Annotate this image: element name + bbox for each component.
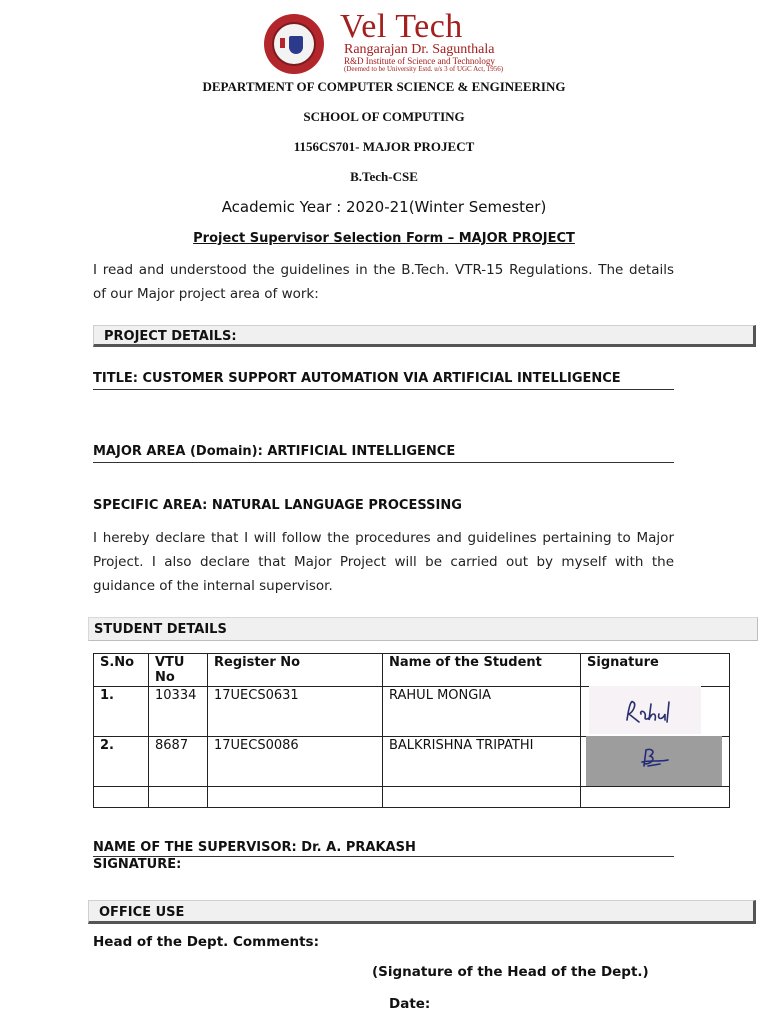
intro-paragraph: I read and understood the guidelines in the B.Tech. VTR-15 Regulations. The details of our Major project area of work: (93, 262, 674, 302)
name-cell: BALKRISHNA TRIPATHI (383, 737, 581, 787)
column-header: Signature (581, 654, 730, 687)
signature-rahul-icon (589, 686, 701, 734)
vtu-cell: 10334 (149, 687, 208, 737)
institution-logo (264, 8, 528, 73)
specific-area: SPECIFIC AREA: NATURAL LANGUAGE PROCESSING (93, 498, 462, 513)
major-area: MAJOR AREA (Domain): ARTIFICIAL INTELLIGENCE (93, 444, 674, 463)
signature-bt-icon (586, 736, 722, 786)
brand-subtitle: Rangarajan Dr. Sagunthala (344, 42, 495, 57)
signature-cell (581, 687, 730, 737)
table-row (94, 737, 730, 787)
supervisor-signature-label: SIGNATURE: (93, 857, 182, 872)
course-heading: 1156CS701- MAJOR PROJECT (293, 139, 475, 154)
school-heading: SCHOOL OF COMPUTING (303, 109, 465, 124)
office-use-label: OFFICE USE (99, 905, 185, 920)
sno-cell: 2. (94, 737, 149, 787)
empty-cell (94, 787, 149, 808)
brand-name: Vel Tech (340, 8, 463, 45)
column-header: Name of the Student (383, 654, 581, 687)
seal-icon (264, 14, 324, 74)
column-header: S.No (94, 654, 149, 687)
form-title: Project Supervisor Selection Form – MAJOR PROJECT (193, 231, 575, 246)
declaration-paragraph: I hereby declare that I will follow the procedures and guidelines pertaining to Major Project. I also declare that Major Project will be carried out by myself with the guidance of the internal supervisor. (93, 530, 674, 594)
register-cell: 17UECS0086 (208, 737, 383, 787)
table-row (94, 687, 730, 737)
empty-cell (208, 787, 383, 808)
column-header: Register No (208, 654, 383, 687)
register-cell: 17UECS0631 (208, 687, 383, 737)
signature-image (589, 686, 701, 734)
signature-image (586, 736, 722, 786)
sno-cell: 1. (94, 687, 149, 737)
academic-year: Academic Year : 2020-21(Winter Semester) (221, 198, 547, 216)
office-use-bar (88, 900, 756, 924)
vtu-cell: 8687 (149, 737, 208, 787)
student-details-label: STUDENT DETAILS (94, 622, 227, 637)
student-details-bar (88, 617, 758, 641)
table-header-row (94, 654, 730, 687)
program-heading: B.Tech-CSE (350, 169, 418, 184)
student-table (93, 653, 730, 808)
supervisor-name: NAME OF THE SUPERVISOR: Dr. A. PRAKASH (93, 840, 674, 857)
empty-cell (383, 787, 581, 808)
empty-cell (581, 787, 730, 808)
empty-cell (149, 787, 208, 808)
brand-deemed: (Deemed to be University Estd. u/s 3 of UGC Act, 1956) (344, 65, 504, 73)
project-details-bar (93, 325, 756, 347)
department-heading: DEPARTMENT OF COMPUTER SCIENCE & ENGINEERING (202, 79, 566, 94)
hod-comments-label: Head of the Dept. Comments: (93, 934, 319, 950)
brand-institute: R&D Institute of Science and Technology (344, 56, 495, 66)
project-details-label: PROJECT DETAILS: (104, 329, 237, 344)
signature-cell (581, 737, 730, 787)
column-header: VTU No (149, 654, 208, 687)
name-cell: RAHUL MONGIA (383, 687, 581, 737)
hod-signature-label: (Signature of the Head of the Dept.) (372, 964, 649, 980)
table-row (94, 787, 730, 808)
date-label: Date: (389, 996, 431, 1012)
project-title: TITLE: CUSTOMER SUPPORT AUTOMATION VIA ARTIFICIAL INTELLIGENCE (93, 370, 674, 390)
